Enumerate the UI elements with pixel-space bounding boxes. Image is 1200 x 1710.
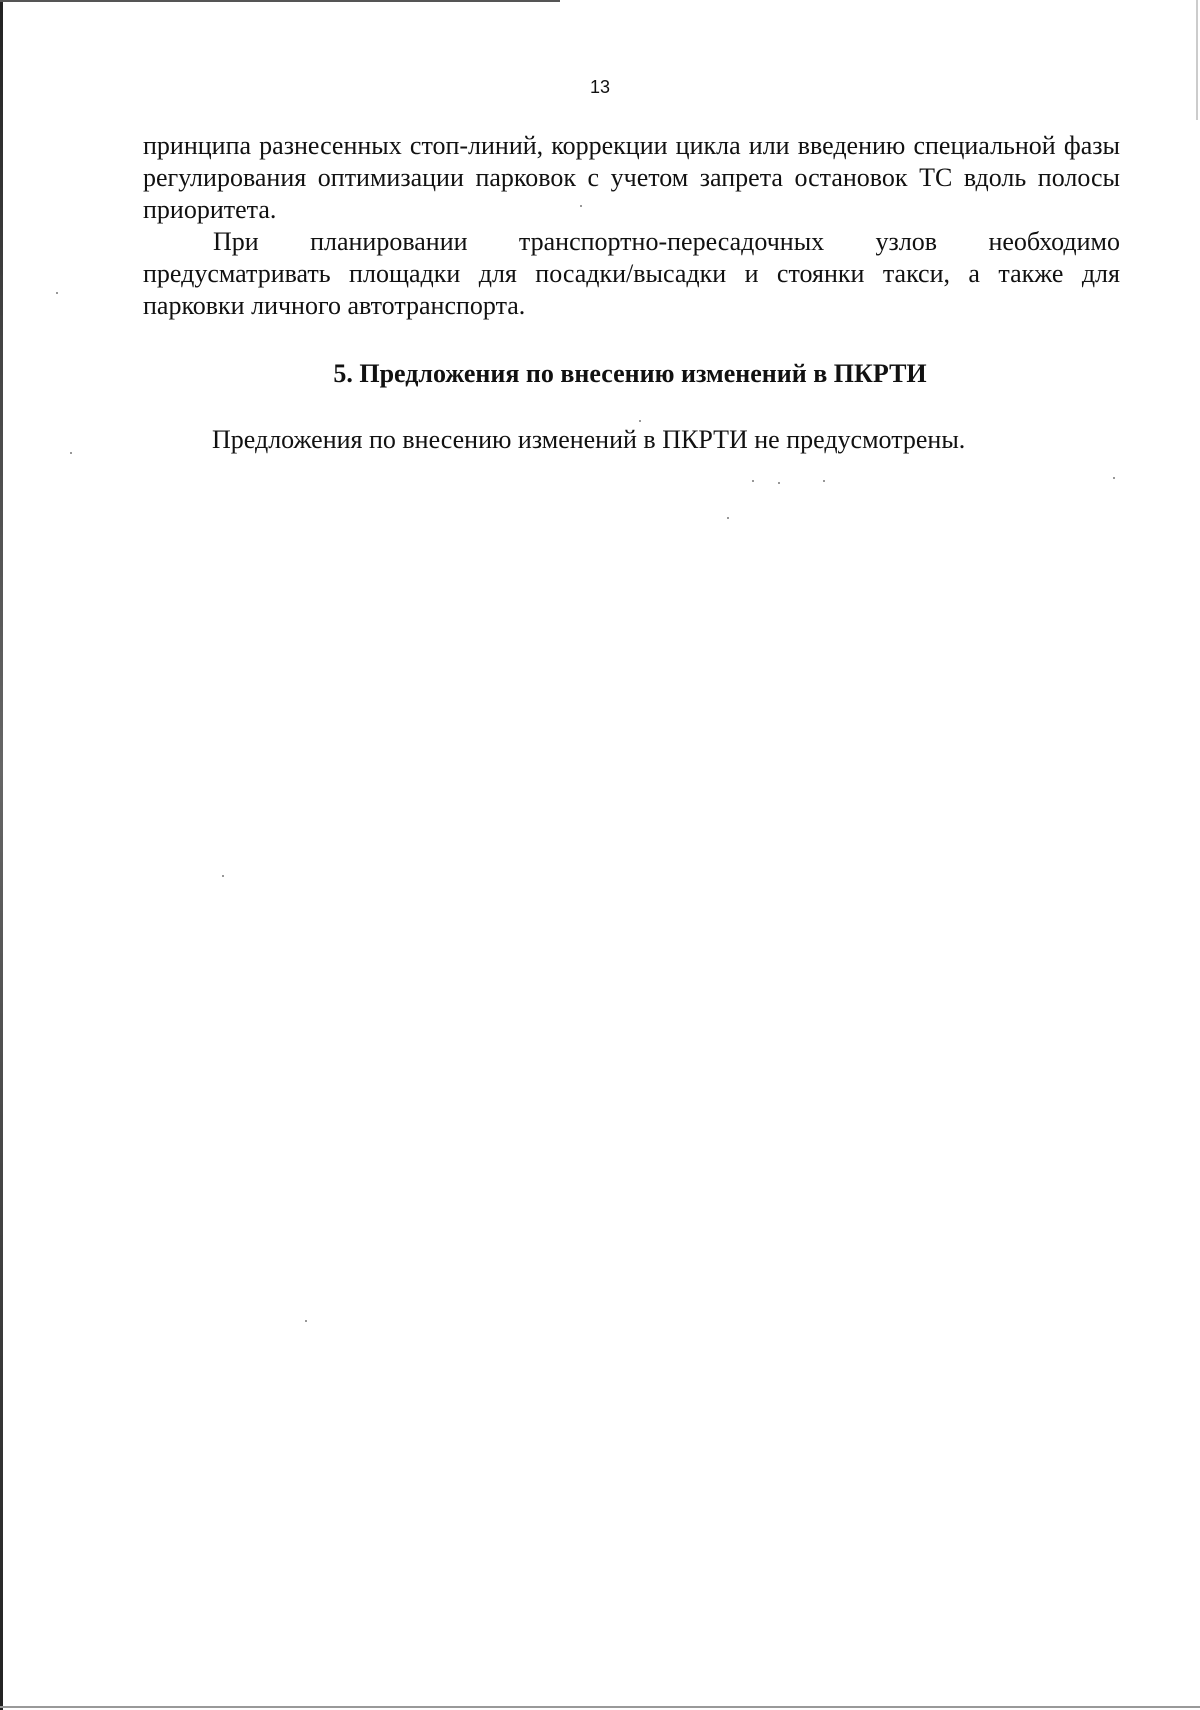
scan-edge-right [1196,0,1198,120]
scan-speck [56,292,58,294]
body-paragraph-1: принципа разнесенных стоп-линий, коррекции цикла или введению специальной фазы регулирования оптимизации парковок с учетом запрета остановок ТС вдоль полосы приоритета. [143,131,1120,224]
section-text: Предложения по внесению изменений в ПКРТИ не предусмотрены. [212,425,966,454]
scan-speck [639,420,641,422]
scan-edge-top [0,0,560,2]
scan-edge-left [0,0,3,1710]
scan-speck [305,1320,307,1322]
scan-speck [823,480,825,482]
scan-speck [1113,477,1115,479]
scan-speck [727,517,729,519]
scan-speck [70,452,72,454]
scan-speck [778,482,780,484]
page-number: 13 [589,77,611,97]
scan-edge-bottom [0,1706,1200,1708]
section-heading: 5. Предложения по внесению изменений в ПКРТИ [333,359,927,388]
scan-speck [752,480,754,482]
body-paragraph-2: При планировании транспортно-пересадочных узлов необходимо предусматривать площадки для посадки/высадки и стоянки такси, а также для парковки личного автотранспорта. [143,227,1120,320]
scan-speck [222,875,224,877]
